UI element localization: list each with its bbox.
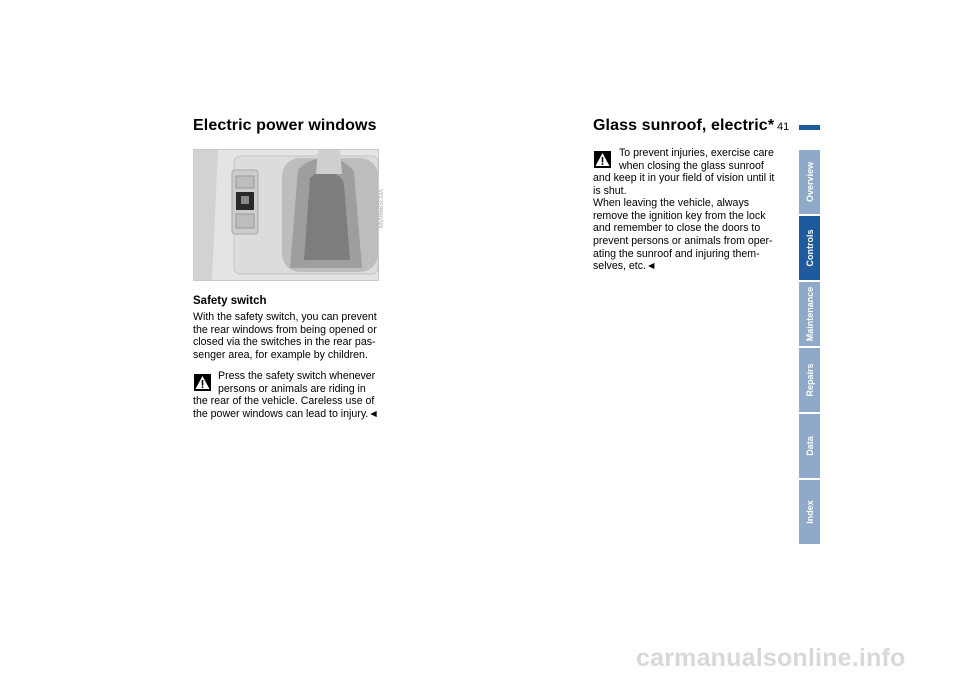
tab-label: Index bbox=[804, 500, 815, 524]
footer-watermark[interactable]: carmanualsonline.info bbox=[636, 644, 906, 672]
text-line: remove the ignition key from the lock bbox=[593, 209, 766, 222]
safety-switch-photo bbox=[193, 149, 379, 281]
text-line: When leaving the vehicle, always bbox=[593, 197, 750, 210]
sunroof-warning-text bbox=[619, 147, 774, 172]
text-line: the rear windows from being opened or bbox=[193, 323, 377, 336]
text-line: ating the sunroof and injuring them- bbox=[593, 247, 760, 260]
tab-data[interactable] bbox=[799, 414, 820, 478]
warning-icon bbox=[594, 151, 611, 168]
safety-warning-text-cont bbox=[193, 395, 379, 420]
safety-switch-heading: Safety switch bbox=[193, 295, 267, 307]
text-line: and keep it in your field of vision until it bbox=[593, 172, 775, 184]
text-line: Press the safety switch whenever bbox=[218, 370, 376, 382]
text-line: selves, etc.◄ bbox=[593, 260, 657, 273]
tab-overview[interactable] bbox=[799, 150, 820, 214]
text-line: closed via the switches in the rear pas- bbox=[193, 336, 376, 349]
text-line: and remember to close the doors to bbox=[593, 222, 761, 235]
text-line: the rear of the vehicle. Careless use of bbox=[193, 395, 375, 407]
photo-code: MV06665CMA bbox=[379, 188, 385, 228]
optional-equipment-mark: * bbox=[767, 117, 775, 134]
text-line: prevent persons or animals from oper- bbox=[593, 234, 773, 247]
tab-controls[interactable] bbox=[799, 216, 820, 280]
text-line: when closing the glass sunroof bbox=[619, 159, 764, 172]
tab-maintenance[interactable] bbox=[799, 282, 820, 346]
tab-label: Repairs bbox=[804, 363, 815, 397]
text-line: With the safety switch, you can prevent bbox=[193, 311, 377, 323]
page-marker-bar bbox=[799, 125, 820, 130]
warning-icon bbox=[194, 374, 211, 391]
section-title-power-windows: Electric power windows bbox=[193, 117, 377, 134]
page-number: 41 bbox=[777, 121, 790, 133]
text-line: is shut. bbox=[593, 184, 627, 197]
sunroof-title-text: Glass sunroof, electric bbox=[593, 117, 768, 134]
tab-label: Maintenance bbox=[804, 286, 815, 342]
text-line: the power windows can lead to injury.◄ bbox=[193, 407, 379, 420]
tab-label: Data bbox=[804, 436, 815, 456]
safety-warning-text bbox=[218, 370, 375, 395]
sunroof-warning-text-cont bbox=[593, 172, 774, 273]
tab-repairs[interactable] bbox=[799, 348, 820, 412]
text-line: To prevent injuries, exercise care bbox=[619, 147, 774, 159]
text-line: persons or animals are riding in bbox=[218, 382, 366, 395]
text-line: senger area, for example by children. bbox=[193, 348, 368, 361]
safety-switch-text bbox=[193, 311, 377, 361]
section-title-sunroof bbox=[593, 117, 774, 135]
tab-label: Controls bbox=[804, 229, 815, 267]
tab-label: Overview bbox=[804, 161, 815, 203]
tab-index[interactable] bbox=[799, 480, 820, 544]
